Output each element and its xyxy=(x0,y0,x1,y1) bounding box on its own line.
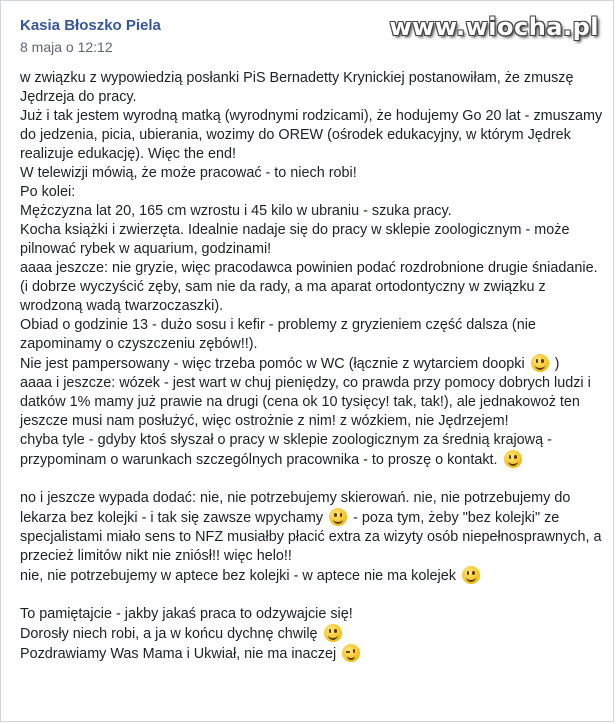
post-text-line xyxy=(20,221,605,259)
post-body xyxy=(20,69,605,664)
post-text-line xyxy=(20,316,605,354)
smile-emoji-icon xyxy=(504,450,522,468)
post-text-line xyxy=(20,164,605,183)
post-text: - poza tym, żeby "bez kolejki" ze specjalistami miało sens to NFZ musiałby płacić extra za wizyty osób niepełnosprawnych, a przecież limitów nikt nie zniósł!! więc helo!! xyxy=(20,510,602,564)
post-text-line xyxy=(20,107,605,164)
post-paragraph xyxy=(20,489,605,586)
post-text: Obiad o godzinie 13 - dużo sosu i kefir - problemy z gryzieniem część dalsza (nie zapominamy o czyszczeniu zębów!!). xyxy=(20,317,536,352)
smile-emoji-icon xyxy=(329,508,347,526)
post-text: aaaa jeszcze: nie gryzie, więc pracodawca powinien podać rozdrobnione drugie śniadanie. (i dobrze wyczyścić zęby, sam nie da rady, a ma aparat ortodontyczny w związku z wrodzoną wadą twarzoczaszki). xyxy=(20,260,598,314)
post-text: nie, nie potrzebujemy w aptece bez kolejki - w aptece nie ma kolejek xyxy=(20,568,456,584)
post-text-line xyxy=(20,354,605,374)
post-text-line xyxy=(20,69,605,107)
post-text-line xyxy=(20,202,605,221)
post-text: Po kolei: xyxy=(20,184,76,200)
smile-emoji-icon xyxy=(531,354,549,372)
post-text: Nie jest pampersowany - więc trzeba pomóc w WC (łącznie z wytarciem doopki xyxy=(20,356,525,372)
post-text-line xyxy=(20,624,605,644)
post-text: To pamiętajcie - jakby jakaś praca to odzywajcie się! xyxy=(20,606,353,622)
post-paragraph xyxy=(20,605,605,664)
smile-emoji-icon xyxy=(324,624,342,642)
post-text: Dorosły niech robi, a ja w końcu dychnę chwilę xyxy=(20,626,318,642)
post-timestamp[interactable]: 8 maja o 12:12 xyxy=(20,39,113,55)
post-text: no i jeszcze wypada dodać: nie, nie potrzebujemy skierowań. nie, nie potrzebujemy do lekarza bez kolejki - i tak się zawsze wpychamy xyxy=(20,490,571,526)
author-name-link[interactable]: Kasia Błoszko Piela xyxy=(20,17,161,34)
post-text-line xyxy=(20,644,605,664)
post-text: Mężczyzna lat 20, 165 cm wzrostu i 45 kilo w ubraniu - szuka pracy. xyxy=(20,203,452,219)
post-text: Pozdrawiamy Was Mama i Ukwiał, nie ma inaczej xyxy=(20,646,337,662)
post-text-line xyxy=(20,605,605,624)
post-text: chyba tyle - gdyby ktoś słyszał o pracy w sklepie zoologicznym za średnią krajową - przypominam o warunkach szczególnych pracownika - to proszę o kontakt. xyxy=(20,432,552,468)
post-text: ) xyxy=(550,356,560,372)
watermark: www.wiocha.pl xyxy=(389,13,599,41)
post-text: Kocha książki i zwierzęta. Idealnie nadaje się do pracy w sklepie zoologicznym - może pilnować rybek w aquarium, godzinami! xyxy=(20,222,570,257)
post-text-line xyxy=(20,489,605,566)
post-text: aaaa i jeszcze: wózek - jest wart w chuj pieniędzy, co prawda przy pomocy dobrych ludzi i datków 1% mamy już prawie na drugi (cena ok 10 tysięcy! tak, tak!), ale jednakowoż ten jeszcze musi nam posłużyć, więc ostrożnie z nim! z wózkiem, nie Jędrzejem! xyxy=(20,375,591,429)
post-text-line xyxy=(20,259,605,316)
wink-emoji-icon xyxy=(342,644,360,662)
post-text-line xyxy=(20,374,605,431)
post-text: w związku z wypowiedzią posłanki PiS Bernadetty Krynickiej postanowiłam, że zmuszę Jędrzeja do pracy. xyxy=(20,70,574,105)
post-text: W telewizji mówią, że może pracować - to niech robi! xyxy=(20,165,357,181)
smile-emoji-icon xyxy=(462,566,480,584)
post-text-line xyxy=(20,183,605,202)
post-paragraph xyxy=(20,69,605,470)
post-text: Już i tak jestem wyrodną matką (wyrodnymi rodzicami), że hodujemy Go 20 lat - zmuszamy do jedzenia, picia, ubierania, wozimy do OREW (ośrodek edukacyjny, w którym Jędrek realizuje edukację). Więc the end! xyxy=(20,108,603,162)
post-text-line xyxy=(20,566,605,586)
post-text-line xyxy=(20,431,605,470)
